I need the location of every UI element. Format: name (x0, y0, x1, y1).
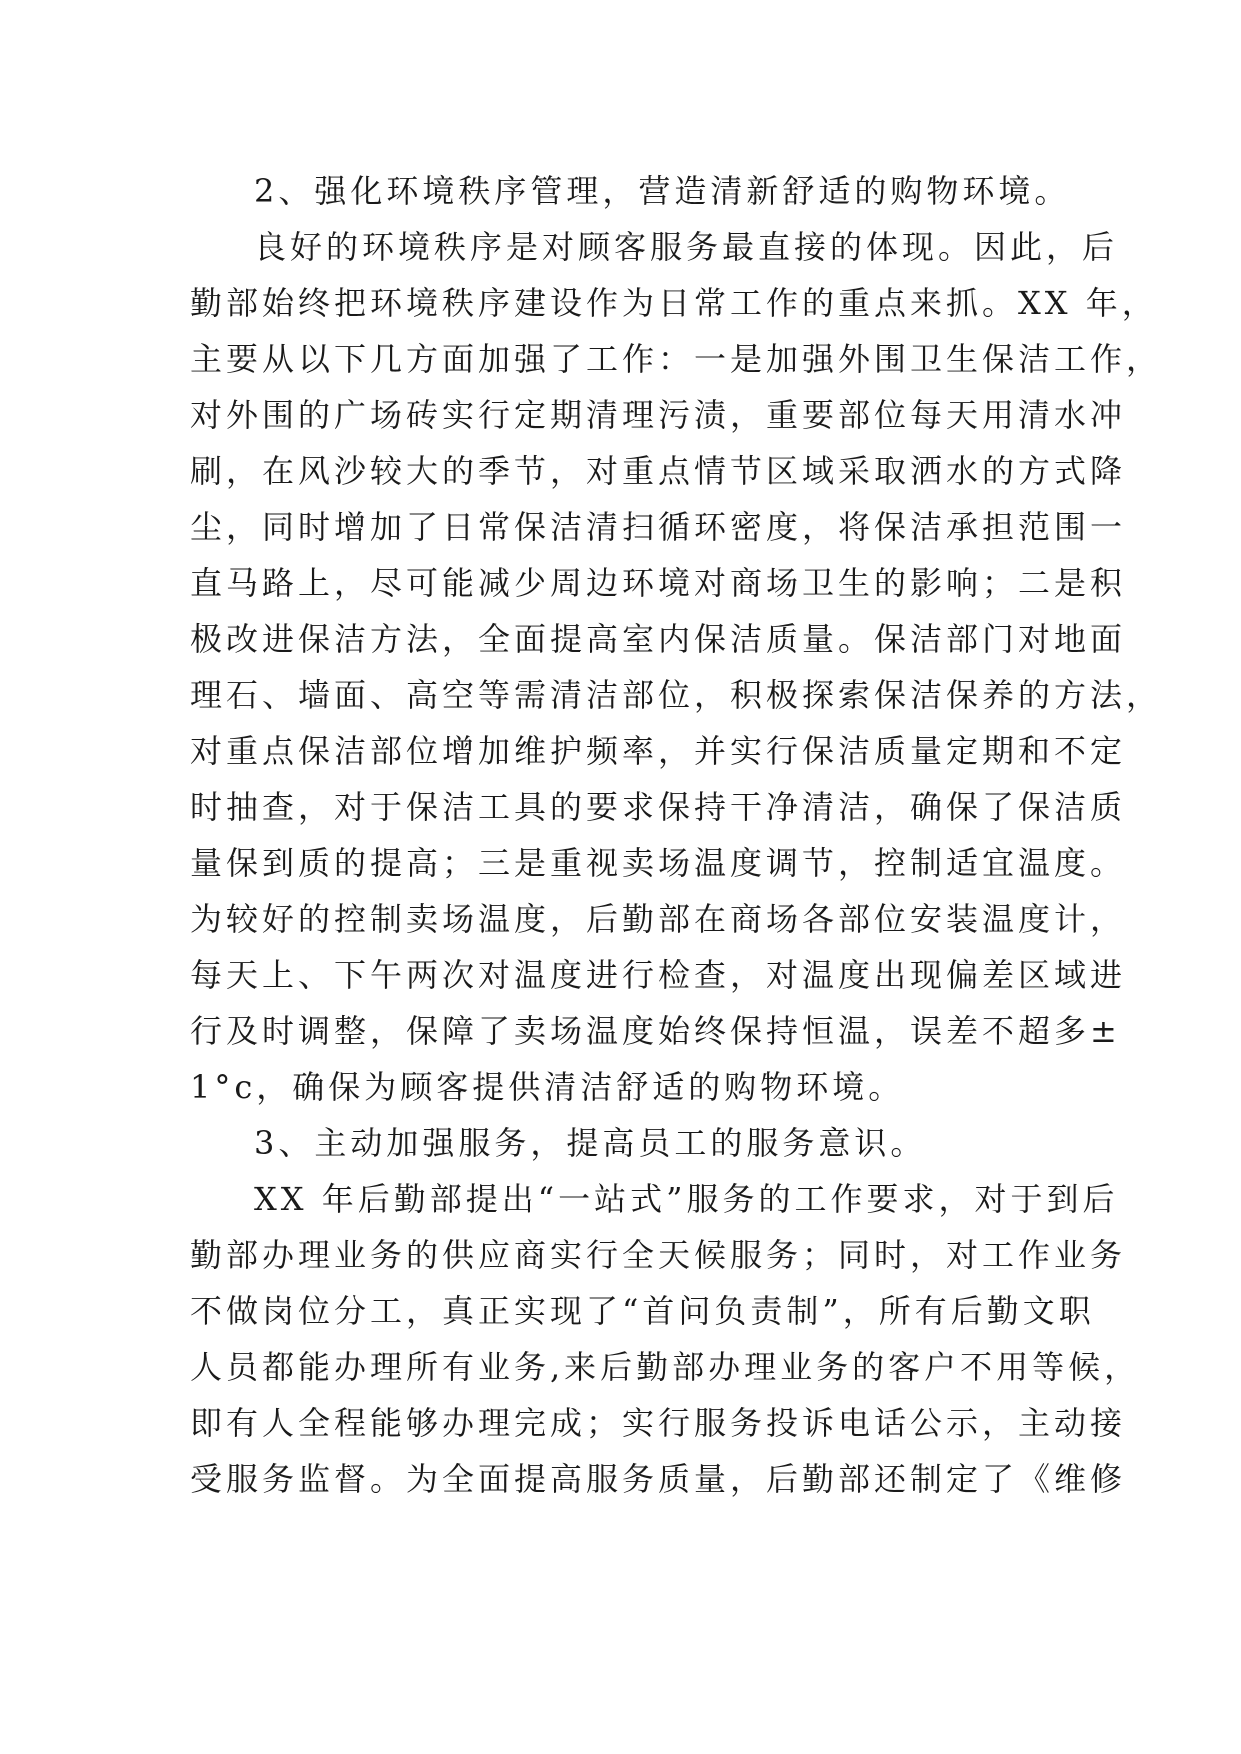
paragraph-line: 勤部始终把环境秩序建设作为日常工作的重点来抓。XX 年， (190, 284, 1158, 322)
paragraph-line: 对重点保洁部位增加维护频率，并实行保洁质量定期和不定 (190, 732, 1127, 770)
paragraph-line: 即有人全程能够办理完成；实行服务投诉电话公示，主动接 (190, 1404, 1127, 1442)
paragraph-line: 为较好的控制卖场温度，后勤部在商场各部位安装温度计， (190, 900, 1127, 938)
section-heading: 3、主动加强服务，提高员工的服务意识。 (254, 1124, 927, 1162)
paragraph-line: 行及时调整，保障了卖场温度始终保持恒温，误差不超多± (190, 1012, 1121, 1050)
paragraph-line: 刷，在风沙较大的季节，对重点情节区域采取洒水的方式降 (190, 452, 1127, 490)
paragraph-line: 勤部办理业务的供应商实行全天候服务；同时，对工作业务 (190, 1236, 1127, 1274)
paragraph-line: 极改进保洁方法，全面提高室内保洁质量。保洁部门对地面 (190, 620, 1127, 658)
paragraph-line: 量保到质的提高；三是重视卖场温度调节，控制适宜温度。 (190, 844, 1127, 882)
body-text (190, 163, 1163, 1507)
paragraph-line: XX 年后勤部提出“一站式”服务的工作要求，对于到后 (254, 1180, 1119, 1218)
paragraph-line: 每天上、下午两次对温度进行检查，对温度出现偏差区域进 (190, 956, 1127, 994)
paragraph-line: 尘，同时增加了日常保洁清扫循环密度，将保洁承担范围一 (190, 508, 1127, 546)
paragraph-line: 1°c，确保为顾客提供清洁舒适的购物环境。 (190, 1068, 905, 1106)
paragraph-line: 直马路上，尽可能减少周边环境对商场卫生的影响；二是积 (190, 564, 1127, 602)
paragraph-line: 时抽查，对于保洁工具的要求保持干净清洁，确保了保洁质 (190, 788, 1127, 826)
paragraph-line: 对外围的广场砖实行定期清理污渍，重要部位每天用清水冲 (190, 396, 1127, 434)
paragraph-line: 良好的环境秩序是对顾客服务最直接的体现。因此，后 (254, 228, 1119, 266)
paragraph-line: 理石、墙面、高空等需清洁部位，积极探索保洁保养的方法， (190, 676, 1163, 714)
section-heading: 2、强化环境秩序管理，营造清新舒适的购物环境。 (254, 172, 1071, 210)
paragraph-line: 主要从以下几方面加强了工作：一是加强外围卫生保洁工作， (190, 340, 1163, 378)
paragraph-line: 受服务监督。为全面提高服务质量，后勤部还制定了《维修 (190, 1460, 1127, 1498)
paragraph-line: 人员都能办理所有业务,来后勤部办理业务的客户不用等候， (190, 1348, 1141, 1386)
paragraph-line: 不做岗位分工，真正实现了“首问负责制”，所有后勤文职 (190, 1292, 1095, 1330)
